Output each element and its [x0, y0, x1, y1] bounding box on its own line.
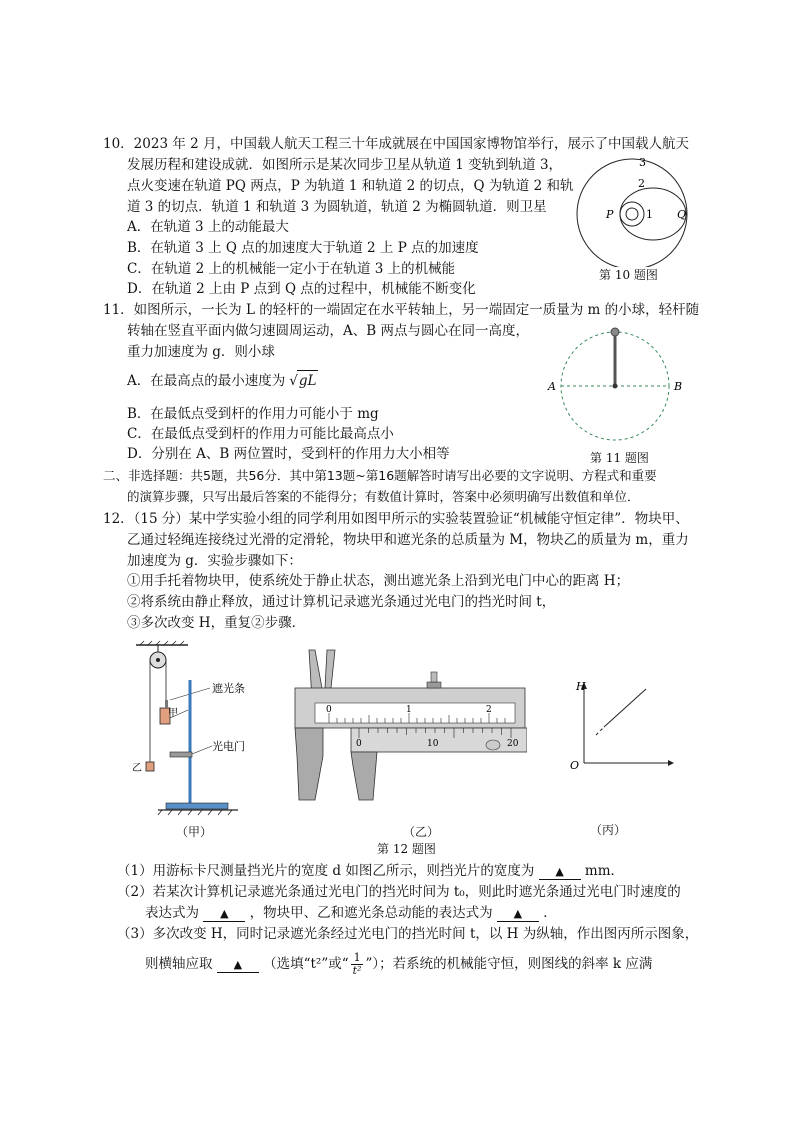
- answer-blank-2[interactable]: ▲: [203, 907, 245, 922]
- vernier-slider: [351, 728, 527, 752]
- vernier-tick-0: 0: [356, 739, 362, 749]
- q11-line3: 重力加速度为 g．则小球: [127, 344, 275, 360]
- q11-option-b: B．在最低点受到杆的作用力可能小于 mg: [127, 406, 379, 422]
- q10-line1: 10．2023 年 2 月，中国载人航天工程三十年成就展在中国国家博物馆举行，展示了中国载人航天: [103, 136, 689, 152]
- q10-option-a: A．在轨道 3 上的动能最大: [127, 219, 289, 235]
- q12-step3: ③多次改变 H，重复②步骤．: [127, 615, 306, 631]
- orbit-1: [620, 202, 644, 226]
- label-origin: O: [570, 759, 580, 772]
- stand-base: [166, 803, 228, 809]
- section2-line2: 的演算步骤，只写出最后答案的不能得分；有数值计算时，答案中必须明确写出数值和单位．: [127, 489, 640, 504]
- q12-caption: 第 12 题图: [377, 842, 436, 856]
- vernier-tick-10: 10: [427, 739, 439, 749]
- q10-caption: 第 10 题图: [599, 268, 658, 282]
- fig-yi-caption: （乙）: [403, 825, 440, 839]
- q12-step2: ②将系统由静止释放，通过计算机记录遮光条通过光电门的挡光时间 t，: [127, 594, 556, 610]
- q12-step1: ①用手托着物块甲，使系统处于静止状态，测出遮光条上沿到光电门中心的距离 H；: [127, 573, 630, 589]
- q10-option-d: D．在轨道 2 上由 P 点到 Q 点的过程中，机械能不断变化: [127, 281, 476, 297]
- label-orbit2: 2: [638, 177, 645, 190]
- axis-pivot: [613, 384, 618, 389]
- q10-line4: 道 3 的切点．轨道 1 和轨道 3 为圆轨道，轨道 2 为椭圆轨道．则卫星: [127, 199, 547, 215]
- q12-sub3-line1: （3）多次改变 H，同时记录遮光条经过光电门的挡光时间 t，以 H 为纵轴，作出图丙所示图象，: [117, 926, 699, 942]
- label-yi: 乙: [132, 763, 142, 774]
- q11-option-d: D．分别在 A、B 两位置时，受到杆的作用力大小相等: [127, 446, 450, 462]
- q12-sub1: （1）用游标卡尺测量挡光片的宽度 d 如图乙所示，则挡光片的宽度为 ▲ mm．: [117, 863, 625, 879]
- section2-line1: 二、非选择题：共5题，共56分．其中第13题~第16题解答时请写出必要的文字说明、方程式和重要: [103, 468, 657, 483]
- vernier-tick-20: 20: [507, 739, 519, 749]
- label-jia: 甲: [168, 708, 178, 719]
- extrapolated-line: [596, 727, 604, 735]
- answer-blank-3[interactable]: ▲: [497, 907, 539, 922]
- q11-option-a: A．在最高点的最小速度为 √gL: [127, 370, 318, 391]
- q12-fig-jia: [128, 640, 258, 820]
- main-tick-2: 2: [486, 705, 492, 715]
- answer-blank-4[interactable]: ▲: [217, 958, 259, 973]
- q10-line3: 点火变速在轨道 PQ 两点，P 为轨道 1 和轨道 2 的切点，Q 为轨道 2 和轨: [127, 178, 574, 194]
- label-h: H: [576, 680, 586, 693]
- q12-sub3-line2: 则横轴应取 ▲ （选填“t²”或“ $\frac{1}{\text{t²}}$ ”）；若系统的机械能守恒，则图线的斜率 k 应满: [145, 951, 653, 977]
- answer-blank-1[interactable]: ▲: [539, 865, 581, 880]
- label-orbit3: 3: [639, 156, 646, 169]
- shading-strip: [165, 700, 168, 708]
- q11-option-a-text: A．在最高点的最小速度为: [127, 373, 286, 389]
- q10-option-b: B．在轨道 3 上 Q 点的加速度大于轨道 2 上 P 点的加速度: [127, 240, 479, 256]
- q11-caption: 第 11 题图: [590, 451, 649, 465]
- inner-jaw-right: [325, 650, 335, 688]
- q11-sqrt-expr: gL: [297, 370, 319, 391]
- label-p: P: [606, 208, 614, 221]
- main-tick-0: 0: [326, 705, 332, 715]
- main-tick-1: 1: [406, 705, 412, 715]
- q11-line2: 转轴在竖直平面内做匀速圆周运动，A、B 两点与圆心在同一高度，: [127, 323, 529, 339]
- q11-line1: 11．如图所示，一长为 L 的轻杆的一端固定在水平转轴上，另一端固定一质量为 m 的小球，轻杆随: [103, 302, 700, 318]
- fig-jia-caption: （甲）: [176, 825, 213, 839]
- q10-orbit-figure: [575, 152, 695, 267]
- fig-bing-caption: （丙）: [590, 823, 627, 837]
- q12-fig-yi: [287, 648, 527, 808]
- outer-jaw-movable: [351, 752, 377, 800]
- label-orbit1: 1: [646, 208, 653, 221]
- q12-sub2-line1: （2）若某次计算机记录遮光条通过光电门的挡光时间为 t₀，则此时遮光条通过光电门时速度的: [117, 884, 681, 900]
- orbit-3: [577, 159, 687, 267]
- label-b: B: [674, 380, 683, 393]
- small-ball: [611, 328, 619, 336]
- label-zheguang: 遮光条: [212, 682, 245, 695]
- thumb-wheel: [486, 740, 500, 750]
- earth: [626, 208, 638, 220]
- label-a: A: [548, 380, 556, 393]
- q12-line2: 乙通过轻绳连接绕过光滑的定滑轮，物块甲和遮光条的总质量为 M，物块乙的质量为 m，重力: [127, 532, 689, 548]
- outer-jaw-fixed: [295, 728, 323, 800]
- photogate: [170, 752, 192, 757]
- q10-option-c: C．在轨道 2 上的机械能一定小于在轨道 3 上的机械能: [127, 261, 456, 277]
- fraction-1-over-t2: $\frac{1}{\text{t²}}$: [352, 951, 362, 977]
- q11-option-c: C．在最低点受到杆的作用力可能比最高点小: [127, 426, 394, 442]
- q11-circle-figure: [545, 324, 695, 446]
- lock-screw: [427, 682, 441, 688]
- q12-sub2-line2: 表达式为 ▲ ，物块甲、乙和遮光条总动能的表达式为 ▲ ．: [145, 905, 557, 921]
- q10-line2: 发展历程和建设成就．如图所示是某次同步卫星从轨道 1 变轨到轨道 3，: [127, 157, 563, 173]
- q12-fig-bing: [570, 675, 680, 780]
- block-yi: [146, 762, 154, 771]
- q12-line3: 加速度为 g．实验步骤如下：: [127, 553, 302, 569]
- data-line: [604, 689, 646, 727]
- label-guangdian: 光电门: [212, 740, 245, 753]
- label-q: Q: [677, 208, 687, 221]
- q12-line1: 12．（15 分）某中学实验小组的同学利用如图甲所示的实验装置验证“机械能守恒定律”．物块甲、: [103, 511, 689, 527]
